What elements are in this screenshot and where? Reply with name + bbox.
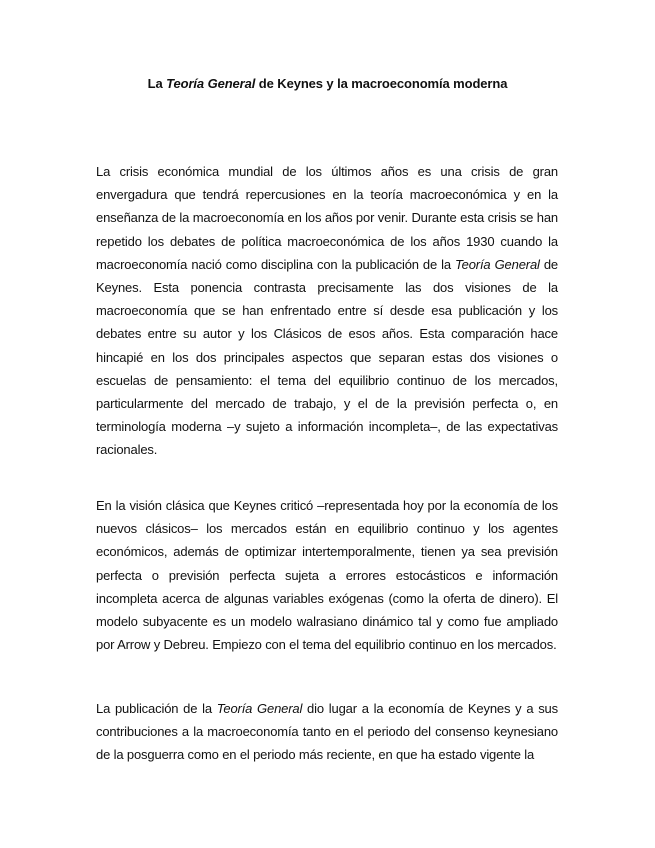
- paragraph-2-text: En la visión clásica que Keynes criticó –representada hoy por la economía de los nuevos clásicos– los mercados están en equilibrio continuo y los agentes económicos, además de optimizar intertemporalmente, tienen ya sea previsión perfecta o previsión perfecta sujeta a errores estocásticos e información incompleta acerca de algunas variables exógenas (como la oferta de dinero). El modelo subyacente es un modelo walrasiano dinámico tal y como fue ampliado por Arrow y Debreu. Empiezo con el tema del equilibrio continuo en los mercados.: [96, 498, 558, 653]
- paragraph-1-text-a: La crisis económica mundial de los últimos años es una crisis de gran envergadura que tendrá repercusiones en la teoría macroeconómica y en la enseñanza de la macroeconomía en los años por venir. Durante esta crisis se han repetido los debates de política macroeconómica de los años 1930 cuando la macroeconomía nació como disciplina con la publicación de la: [96, 164, 558, 272]
- paragraph-1: [96, 160, 558, 462]
- paragraph-3: [96, 697, 558, 767]
- paragraph-1-italic: Teoría General: [455, 256, 540, 272]
- title-italic-work: Teoría General: [166, 76, 256, 91]
- paragraph-1-text-b: de Keynes. Esta ponencia contrasta precisamente las dos visiones de la macroeconomía que se han enfrentado entre sí desde esa publicación y los debates entre su autor y los Clásicos de esos años. Esta comparación hace hincapié en los dos principales aspectos que separan estas dos visiones o escuelas de pensamiento: el tema del equilibrio continuo de los mercados, particularmente del mercado de trabajo, y el de la previsión perfecta o, en terminología moderna –y sujeto a información incompleta–, de las expectativas racionales.: [96, 256, 559, 458]
- paragraph-3-text-b: dio lugar a la economía de Keynes y a sus contribuciones a la macroeconomía tanto en el periodo del consenso keynesiano de la posguerra como en el periodo más reciente, en que ha estado vigente la: [96, 701, 558, 763]
- title-prefix: La: [147, 76, 167, 91]
- paragraph-2: [96, 494, 558, 656]
- paragraph-3-italic: Teoría General: [216, 701, 303, 716]
- paragraph-3-text-a: La publicación de la: [96, 701, 217, 716]
- document-title: [0, 76, 655, 91]
- title-suffix: de Keynes y la macroeconomía moderna: [255, 76, 508, 91]
